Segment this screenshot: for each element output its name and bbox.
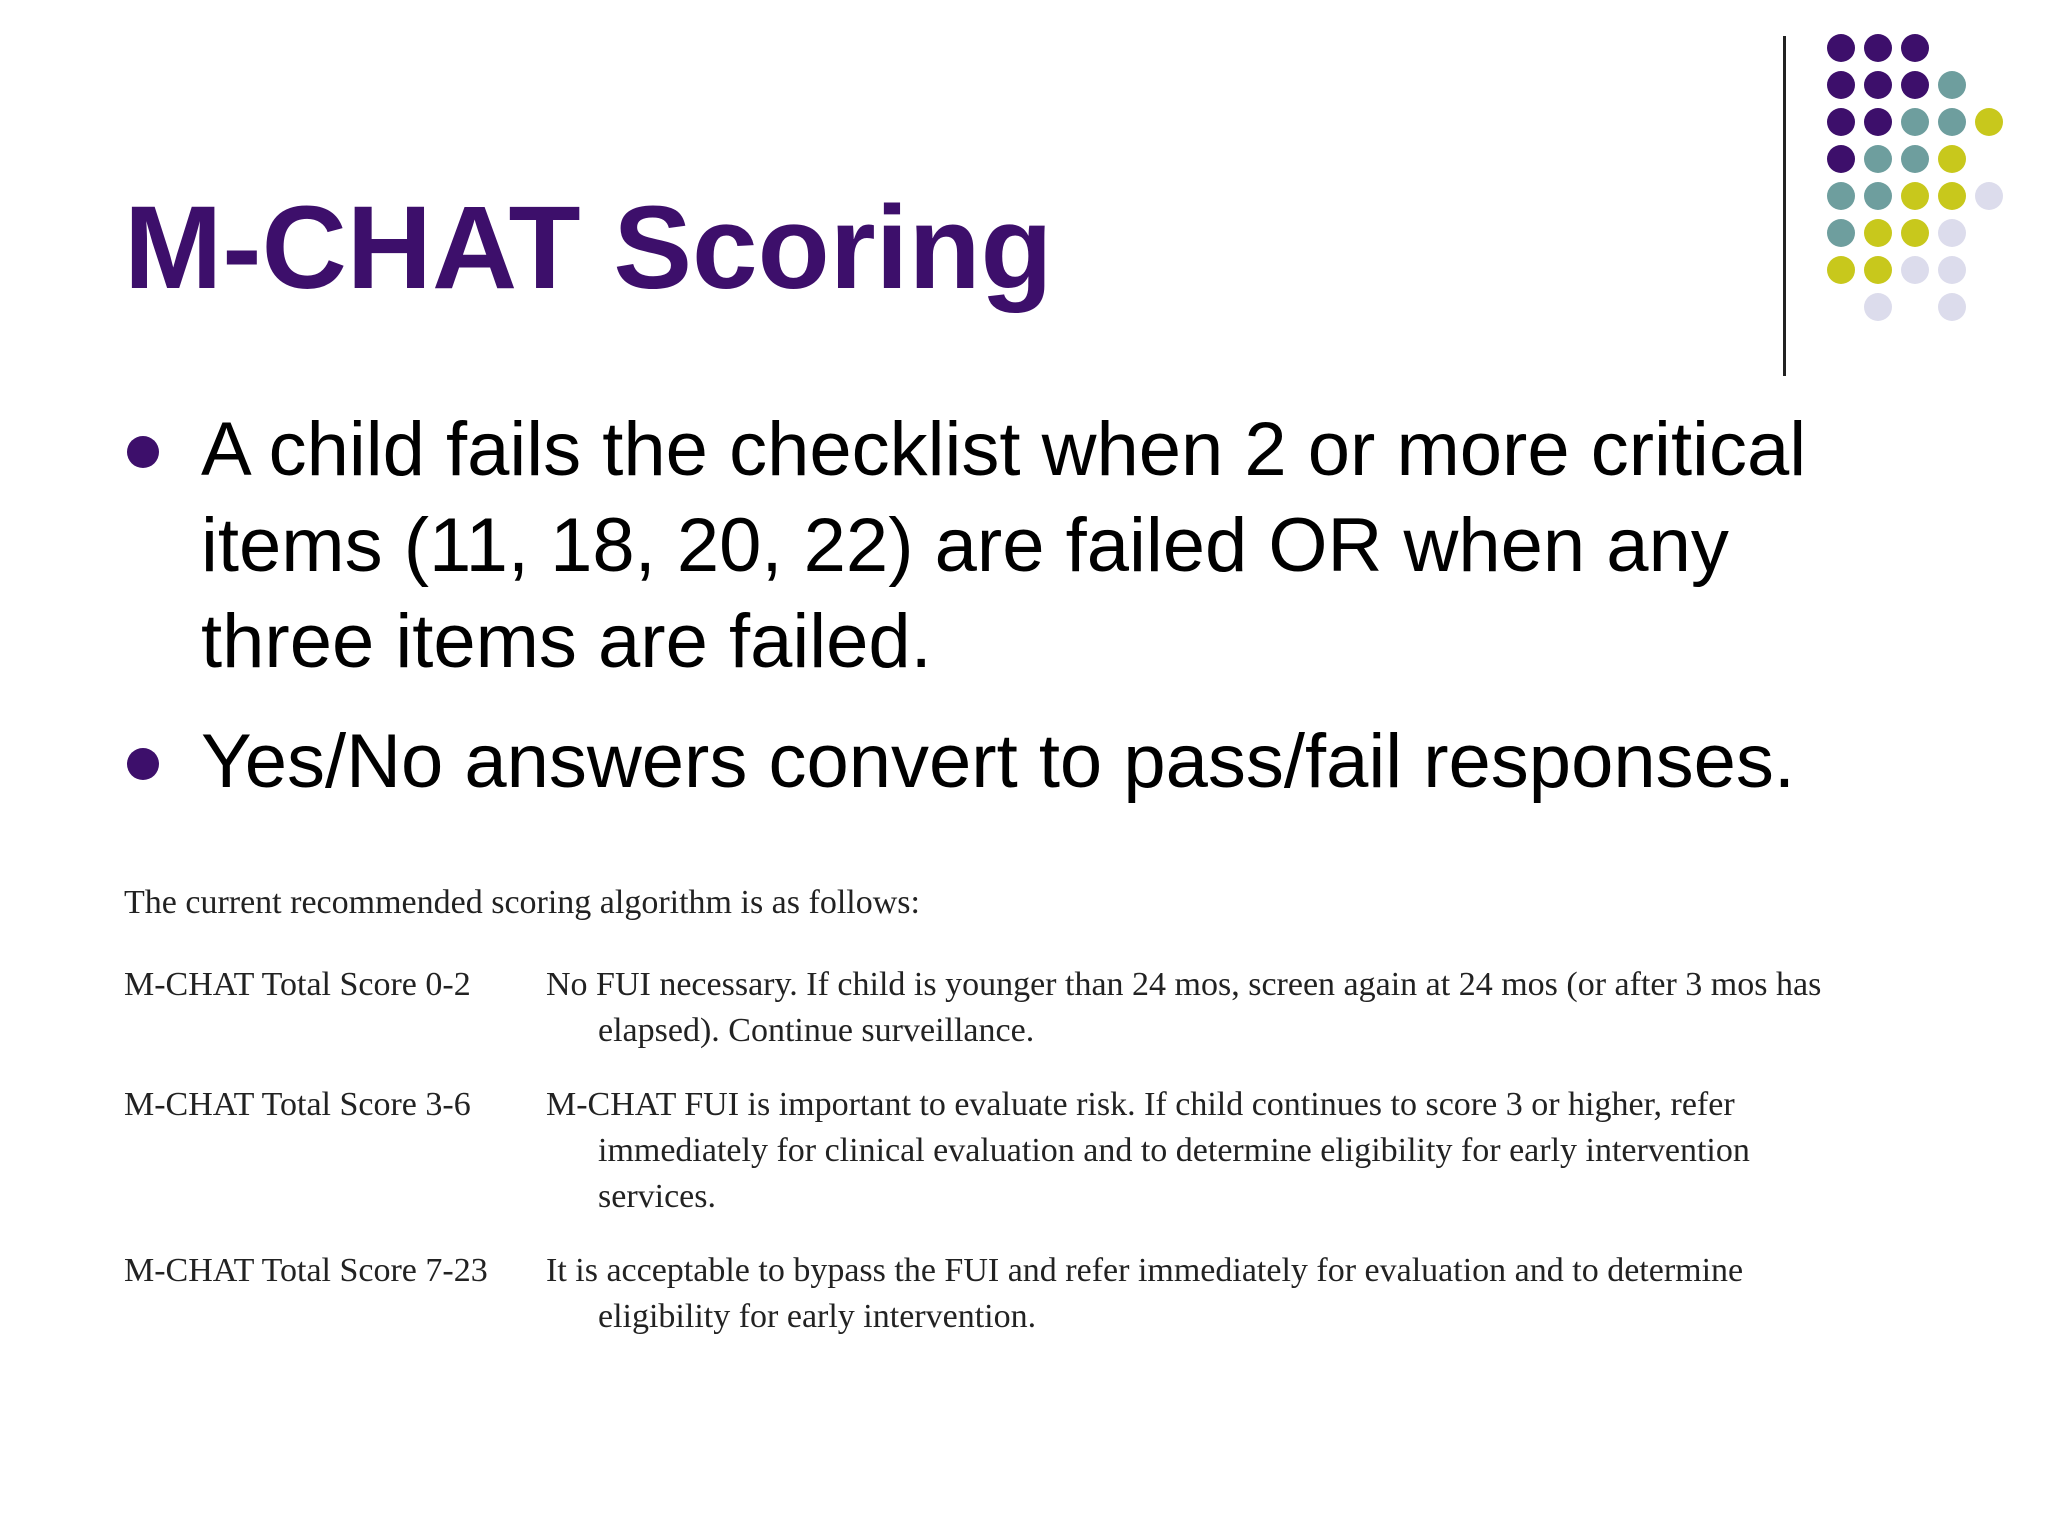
decor-dot	[1864, 71, 1892, 99]
slide-title: M-CHAT Scoring	[124, 182, 1053, 314]
decor-dot	[1938, 182, 1966, 210]
score-description: No FUI necessary. If child is younger than 24 mos, screen again at 24 mos (or after 3 mos has elapsed). Continue surveillance.	[546, 966, 1822, 1049]
decor-dot	[1864, 34, 1892, 62]
decor-dot	[1827, 256, 1855, 284]
score-description: It is acceptable to bypass the FUI and refer immediately for evaluation and to determine eligibility for early intervention.	[546, 1252, 1744, 1335]
scoring-algorithm-excerpt	[124, 880, 1824, 1368]
score-row	[124, 962, 1824, 1054]
decor-dot	[1864, 182, 1892, 210]
decor-dot	[1864, 293, 1892, 321]
decor-dot	[1827, 34, 1855, 62]
bullet-dot-icon	[127, 748, 159, 780]
bullet-dot-icon	[127, 436, 159, 468]
decor-dot	[1901, 182, 1929, 210]
scoring-intro: The current recommended scoring algorithm is as follows:	[124, 884, 920, 921]
decor-dot	[1864, 108, 1892, 136]
bullet-item	[124, 402, 1864, 690]
decor-dot	[1938, 108, 1966, 136]
score-description: M-CHAT FUI is important to evaluate risk. If child continues to score 3 or higher, refer immediately for clinical evaluation and to determine eligibility for early intervention services.	[546, 1086, 1750, 1215]
decor-dot	[1938, 71, 1966, 99]
decor-dot	[1827, 71, 1855, 99]
decor-dot	[1901, 145, 1929, 173]
decor-dot	[1938, 256, 1966, 284]
decor-dot	[1901, 219, 1929, 247]
decor-dot	[1938, 293, 1966, 321]
bullet-item	[124, 714, 1864, 810]
decor-dot	[1938, 219, 1966, 247]
score-row	[124, 1248, 1824, 1340]
decor-dot	[1938, 145, 1966, 173]
decor-dot	[1827, 145, 1855, 173]
bullet-text: A child fails the checklist when 2 or more critical items (11, 18, 20, 22) are failed OR when any three items are failed.	[201, 407, 1807, 684]
decor-dot	[1827, 219, 1855, 247]
decor-dot	[1975, 182, 2003, 210]
bullet-list	[124, 402, 1864, 834]
bullet-text: Yes/No answers convert to pass/fail responses.	[201, 719, 1795, 804]
decor-dot	[1901, 71, 1929, 99]
decor-dot	[1864, 145, 1892, 173]
decor-dot	[1827, 182, 1855, 210]
decor-dot	[1864, 256, 1892, 284]
score-range-label: M-CHAT Total Score 3-6	[124, 1086, 471, 1123]
score-range-label: M-CHAT Total Score 7-23	[124, 1252, 488, 1289]
decor-dot	[1901, 256, 1929, 284]
decor-dot	[1901, 34, 1929, 62]
score-row	[124, 1082, 1824, 1220]
decor-dot	[1827, 108, 1855, 136]
decor-dot	[1975, 108, 2003, 136]
decor-dot	[1901, 108, 1929, 136]
decorative-dot-grid	[0, 0, 2048, 400]
score-range-label: M-CHAT Total Score 0-2	[124, 966, 471, 1003]
decor-dot	[1864, 219, 1892, 247]
